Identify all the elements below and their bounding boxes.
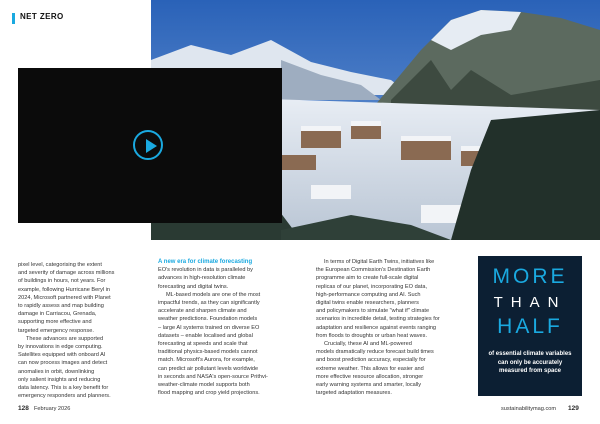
text-line: targeted adaptation measures.	[316, 390, 392, 397]
section-marker	[12, 13, 15, 24]
stat-callout	[478, 256, 582, 396]
section-heading: A new era for climate forecasting	[158, 259, 253, 265]
text-line: and severity of damage across millions	[18, 270, 115, 277]
text-line: can predict air pollutant levels worldwide	[158, 365, 259, 372]
page-number-left: 128	[18, 405, 29, 412]
play-icon	[146, 139, 157, 153]
text-line: datasets – enable localised and global	[158, 332, 253, 339]
article-column-3	[316, 258, 466, 397]
text-line: in seconds and NASA's open-source Prithvi-	[158, 373, 268, 380]
callout-description: of essential climate variables can only be accurately measured from space	[488, 351, 572, 375]
page-number-right: 129	[568, 405, 579, 412]
text-line: forecasting and digital twins.	[158, 283, 229, 290]
text-line: weather predictions. Foundation models	[158, 316, 258, 323]
text-line: EO's revolution in data is paralleled by	[158, 267, 253, 274]
text-line: flood mapping and crop yield projections.	[158, 390, 260, 397]
text-line: forecasting at speeds and scale that	[158, 341, 248, 348]
text-line: Crucially, these AI and ML-powered	[324, 341, 412, 348]
callout-than: THAN	[493, 294, 567, 311]
text-line: impactful trends, as they can significantly	[158, 300, 260, 307]
text-line: ML-based models are one of the most	[166, 291, 261, 298]
text-line: accelerate and sharpen climate and	[158, 308, 247, 315]
text-line: early warning systems and smarter, locally	[316, 382, 422, 389]
text-line: match. Microsoft's Aurora, for example,	[158, 357, 255, 364]
section-label: NET ZERO	[20, 12, 64, 21]
text-line: weather-climate model supports both	[158, 382, 250, 389]
text-line: more effective resource allocation, stronger	[316, 373, 424, 380]
text-line: emergency responders and planners.	[18, 393, 111, 400]
text-line: to rapidly assess and map building	[18, 303, 104, 310]
text-line: Satellites equipped with onboard AI	[18, 352, 106, 359]
text-line: traditional physics-based models cannot	[158, 349, 258, 356]
text-line: targeted emergency response.	[18, 327, 94, 334]
text-line: replicas of our planet, incorporating EO data,	[316, 283, 428, 290]
text-line: These advances are supported	[26, 335, 104, 342]
text-line: of buildings in hours, not years. For	[18, 278, 106, 285]
text-line: by innovations in edge computing.	[18, 344, 103, 351]
text-line: damage in Carriacou, Grenada,	[18, 311, 97, 318]
text-line: can now process images and detect	[18, 360, 108, 367]
text-line: digital twins enable researchers, planners	[316, 300, 419, 307]
text-line: pixel level, categorising the extent	[18, 262, 102, 268]
text-line: data latency. This is a key benefit for	[18, 385, 109, 392]
site-name: sustainabilitymag.com	[501, 406, 557, 412]
text-line: anomalies in orbit, downlinking	[18, 368, 95, 375]
callout-more: MORE	[492, 265, 568, 288]
text-line: from floods to droughts or urban heat waves.	[316, 332, 428, 339]
issue-date: February 2026	[34, 406, 71, 412]
text-line: adaptation and resilience against events ranging	[316, 324, 437, 331]
text-line: – large AI systems trained on diverse EO	[158, 324, 260, 331]
text-line: example, following Hurricane Beryl in	[18, 286, 111, 293]
text-line: 2024, Microsoft partnered with Planet	[18, 294, 111, 301]
text-line: advances in high-resolution climate	[158, 275, 246, 282]
play-button[interactable]	[133, 130, 163, 160]
text-line: models dramatically reduce forecast build times	[316, 349, 434, 356]
article-column-1	[18, 261, 148, 400]
text-line: extreme weather. This allows for easier and	[316, 365, 424, 372]
text-line: scenarios in incredible detail, testing strategies for	[316, 316, 440, 323]
text-line: programme aim to create full-scale digital	[316, 275, 419, 282]
text-line: the European Commission's Destination Earth	[316, 267, 431, 274]
text-line: supporting more effective and	[18, 319, 92, 326]
text-line: In terms of Digital Earth Twins, initiatives like	[324, 259, 435, 265]
text-line: and policymakers to simulate "what if" climate	[316, 308, 430, 315]
article-column-2	[158, 258, 306, 397]
text-line: high-performance computing and AI. Such	[316, 291, 421, 298]
text-line: and boost prediction accuracy, especially for	[316, 357, 426, 364]
callout-half: HALF	[497, 315, 563, 338]
text-line: only salient insights and reducing	[18, 376, 101, 383]
